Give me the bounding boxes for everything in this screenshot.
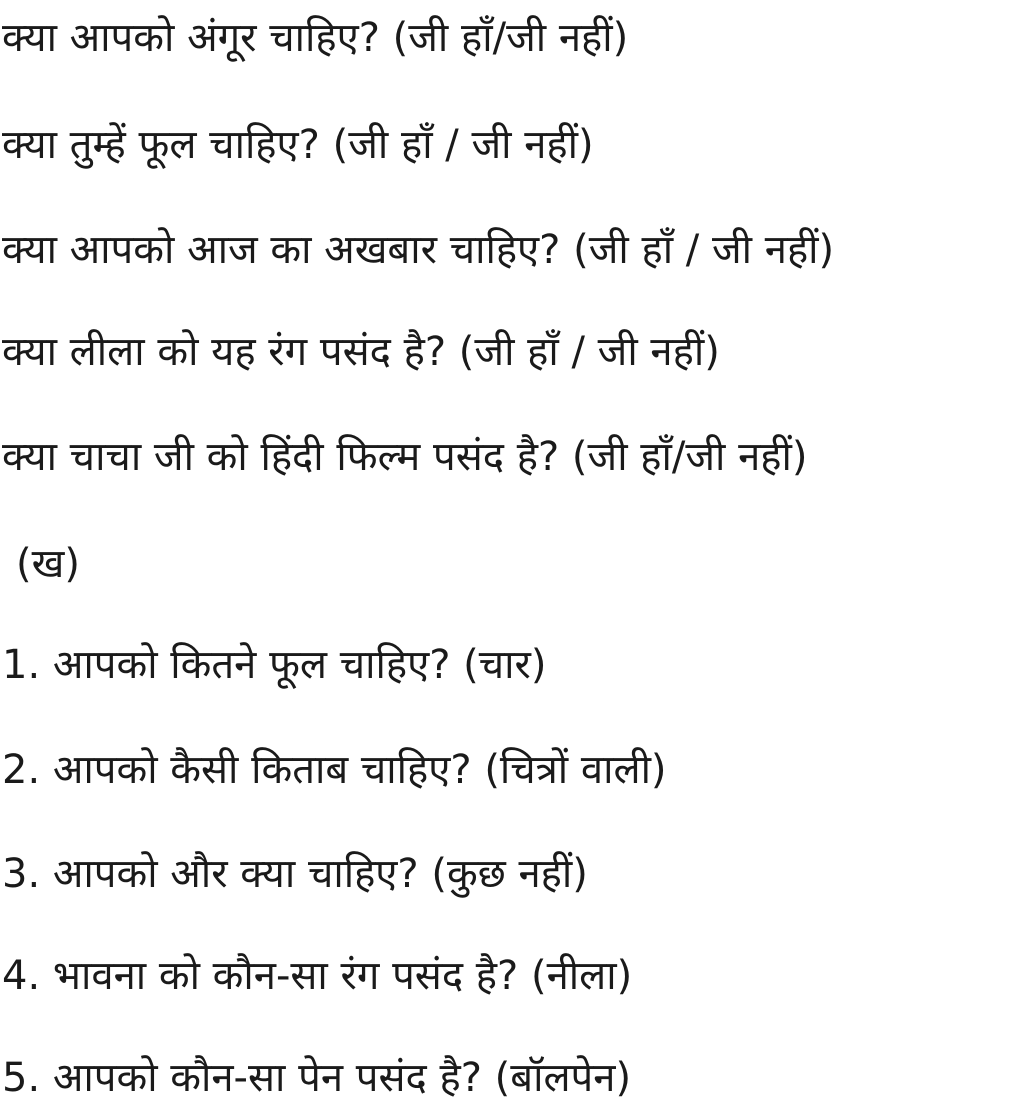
question-line: क्या चाचा जी को हिंदी फिल्म पसंद है? (जी हाँ/जी नहीं)	[2, 434, 808, 480]
question-line: क्या तुम्हें फूल चाहिए? (जी हाँ / जी नहीं)	[2, 122, 594, 168]
numbered-question: 3. आपको और क्या चाहिए? (कुछ नहीं)	[2, 851, 588, 897]
numbered-question: 1. आपको कितने फूल चाहिए? (चार)	[2, 642, 547, 688]
question-line: क्या लीला को यह रंग पसंद है? (जी हाँ / जी नहीं)	[2, 329, 720, 375]
section-heading: (ख)	[16, 541, 80, 587]
numbered-question: 2. आपको कैसी किताब चाहिए? (चित्रों वाली)	[2, 747, 667, 793]
question-line: क्या आपको आज का अखबार चाहिए? (जी हाँ / जी नहीं)	[2, 227, 835, 273]
numbered-question: 4. भावना को कौन-सा रंग पसंद है? (नीला)	[2, 953, 633, 999]
numbered-question: 5. आपको कौन-सा पेन पसंद है? (बॉलपेन)	[2, 1055, 632, 1101]
question-line: क्या आपको अंगूर चाहिए? (जी हाँ/जी नहीं)	[2, 15, 629, 61]
